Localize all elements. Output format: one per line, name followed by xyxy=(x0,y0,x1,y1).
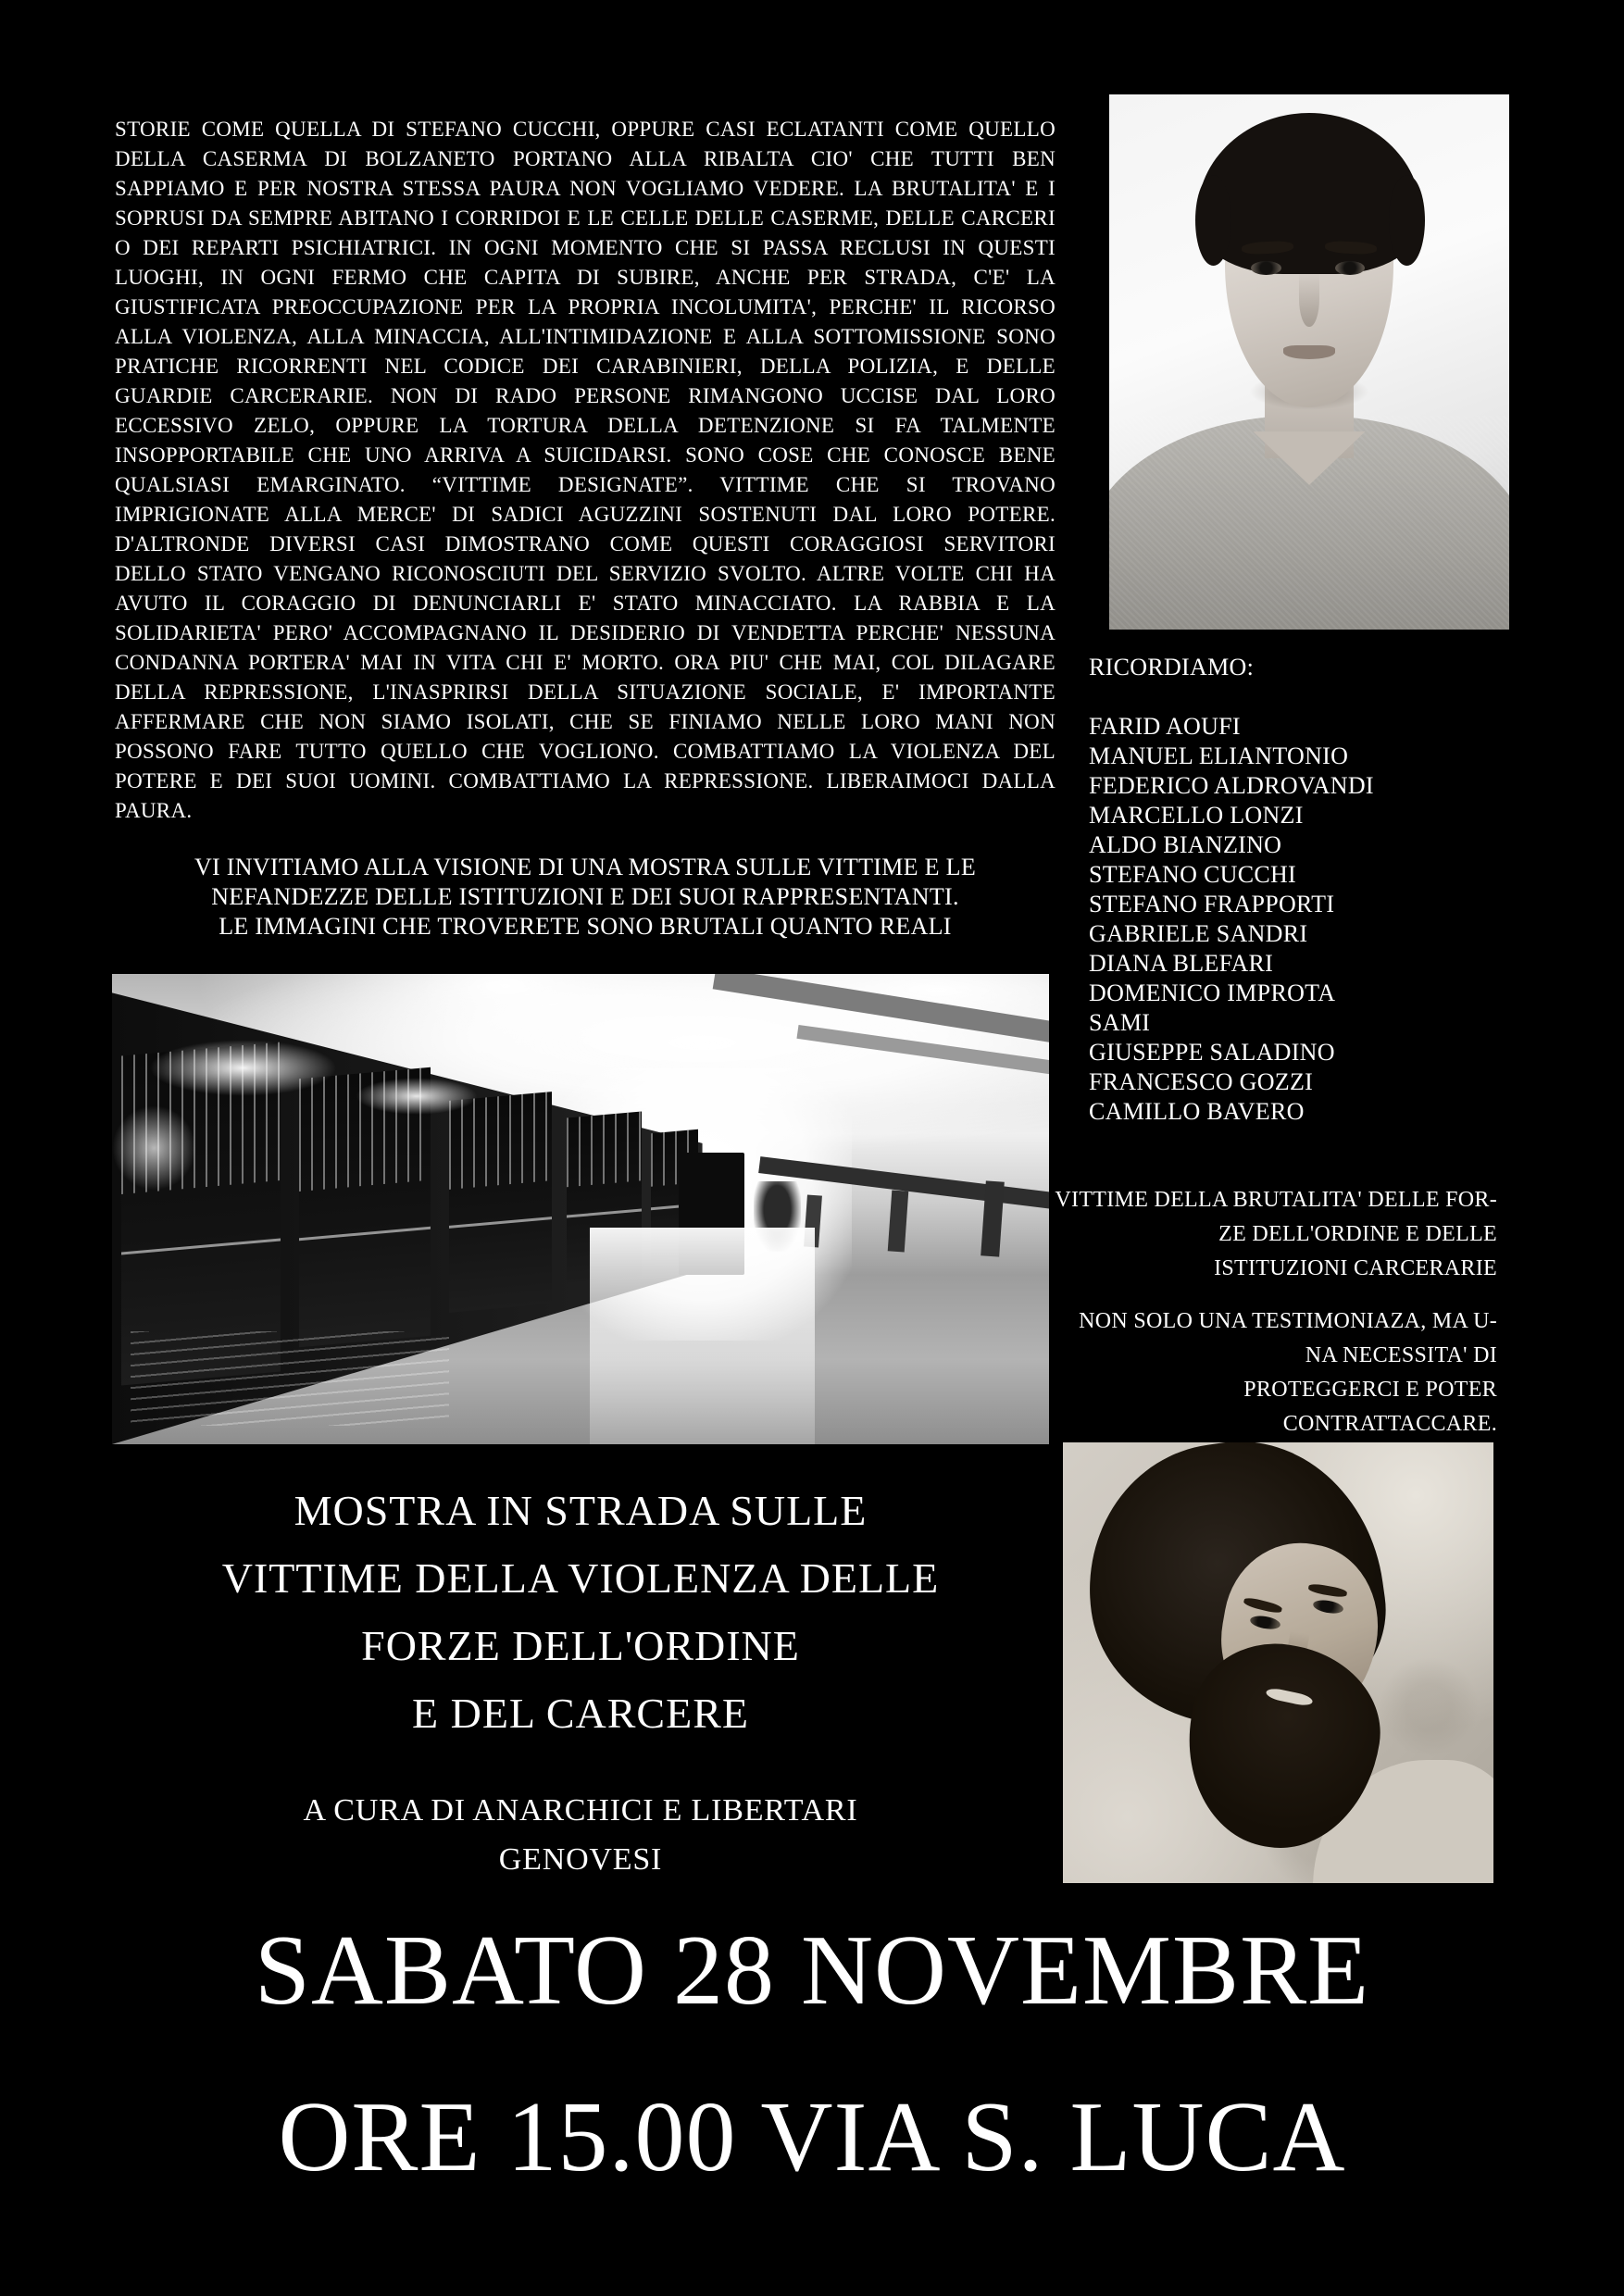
victims-line: VITTIME DELLA BRUTALITA' DELLE FOR- xyxy=(1055,1188,1497,1212)
intro-line: O DEI REPARTI PSICHIATRICI. IN OGNI MOMENTO CHE SI PASSA RECLUSI IN QUESTI xyxy=(115,236,1056,259)
victim-name: SAMI xyxy=(1089,1009,1151,1036)
victim-name: ALDO BIANZINO xyxy=(1089,831,1282,858)
victims-line: ISTITUZIONI CARCERARIE xyxy=(1214,1256,1497,1280)
victims-statement xyxy=(1016,1183,1497,1441)
victim-name: GIUSEPPE SALADINO xyxy=(1089,1039,1335,1066)
hair-shape xyxy=(1195,175,1231,266)
light-glare xyxy=(112,1105,196,1190)
necessity-line: NA NECESSITA' DI xyxy=(1305,1343,1497,1367)
photo-prison-corridor xyxy=(112,974,1049,1444)
light-glare xyxy=(149,1040,336,1096)
invite-line: VI INVITIAMO ALLA VISIONE DI UNA MOSTRA SULLE VITTIME E LE xyxy=(194,854,977,880)
intro-line: DELLA REPRESSIONE, L'INASPRIRSI DELLA SITUAZIONE SOCIALE, E' IMPORTANTE xyxy=(115,680,1056,704)
exhibition-title-line: VITTIME DELLA VIOLENZA DELLE xyxy=(221,1554,940,1602)
intro-line: SOLIDARIETA' PERO' ACCOMPAGNANO IL DESIDERIO DI VENDETTA PERCHE' NESSUNA xyxy=(115,621,1056,644)
nose-shape xyxy=(1299,271,1319,328)
intro-line: ALLA VIOLENZA, ALLA MINACCIA, ALL'INTIMIDAZIONE E ALLA SOTTOMISSIONE SONO xyxy=(115,325,1056,348)
mouth-shape xyxy=(1283,345,1335,359)
victim-name: STEFANO FRAPPORTI xyxy=(1089,891,1335,917)
intro-line: ECCESSIVO ZELO, OPPURE LA TORTURA DELLA DETENZIONE SI FA TALMENTE xyxy=(115,414,1056,437)
necessity-line: NON SOLO UNA TESTIMONIAZA, MA U- xyxy=(1079,1309,1497,1333)
intro-line: POSSONO FARE TUTTO QUELLO CHE VOGLIONO. COMBATTIAMO LA VIOLENZA DEL xyxy=(115,740,1056,763)
victim-name: CAMILLO BAVERO xyxy=(1089,1098,1305,1125)
intro-line: STORIE COME QUELLA DI STEFANO CUCCHI, OPPURE CASI ECLATANTI COME QUELLO xyxy=(115,118,1056,141)
victim-name: DOMENICO IMPROTA xyxy=(1089,980,1336,1006)
victim-name: FEDERICO ALDROVANDI xyxy=(1089,772,1374,799)
photo-young-man-portrait xyxy=(1109,94,1509,630)
necessity-line: PROTEGGERCI E POTER xyxy=(1243,1378,1497,1402)
necessity-line: CONTRATTACCARE. xyxy=(1282,1412,1497,1436)
intro-line: SOPRUSI DA SEMPRE ABITANO I CORRIDOI E LE CELLE DELLE CASERME, DELLE CARCERI xyxy=(115,206,1056,230)
remember-list xyxy=(1089,653,1524,1127)
remember-title: RICORDIAMO: xyxy=(1089,654,1255,680)
intro-line: IMPRIGIONATE ALLA MERCE' DI SADICI AGUZZINI SOSTENUTI DAL LORO POTERE. xyxy=(115,503,1056,526)
intro-line: INSOPPORTABILE CHE UNO ARRIVA A SUICIDARSI. SONO COSE CHE CONOSCE BENE xyxy=(115,443,1056,467)
intro-line: PRATICHE RICORRENTI NEL CODICE DEI CARABINIERI, DELLA POLIZIA, E DELLE xyxy=(115,355,1056,378)
victim-name: GABRIELE SANDRI xyxy=(1089,920,1308,947)
intro-line: CONDANNA PORTERA' MAI IN VITA CHI E' MORTO. ORA PIU' CHE MAI, COL DILAGARE xyxy=(115,651,1056,674)
victim-name: STEFANO CUCCHI xyxy=(1089,861,1297,888)
exhibition-title-line: E DEL CARCERE xyxy=(412,1690,749,1737)
intro-line: AVUTO IL CORAGGIO DI DENUNCIARLI E' STATO MINACCIATO. LA RABBIA E LA xyxy=(115,592,1056,615)
intro-line: GIUSTIFICATA PREOCCUPAZIONE PER LA PROPRIA INCOLUMITA', PERCHE' IL RICORSO xyxy=(115,295,1056,318)
curator-line: A CURA DI ANARCHICI E LIBERTARI xyxy=(303,1793,858,1828)
intro-line: GUARDIE CARCERARIE. NON DI RADO PERSONE RIMANGONO UCCISE DAL LORO xyxy=(115,384,1056,407)
necessity-block xyxy=(1016,1304,1497,1441)
victim-name: FRANCESCO GOZZI xyxy=(1089,1068,1314,1095)
invite-paragraph xyxy=(115,853,1056,942)
hair-shape xyxy=(1389,175,1425,266)
light-glare xyxy=(356,1078,478,1116)
intro-paragraph xyxy=(115,115,1056,826)
event-time-place: ORE 15.00 VIA S. LUCA xyxy=(278,2082,1346,2192)
event-date: SABATO 28 NOVEMBRE xyxy=(254,1915,1370,2026)
floor-reflection xyxy=(590,1228,815,1444)
intro-line: AFFERMARE CHE NON SIAMO ISOLATI, CHE SE FINIAMO NELLE LORO MANI NON xyxy=(115,710,1056,733)
intro-line: LUOGHI, IN OGNI FERMO CHE CAPITA DI SUBIRE, ANCHE PER STRADA, C'E' LA xyxy=(115,266,1056,289)
invite-line: NEFANDEZZE DELLE ISTITUZIONI E DEI SUOI RAPPRESENTANTI. xyxy=(211,883,959,910)
floor-reflection xyxy=(131,1331,449,1426)
victim-name: FARID AOUFI xyxy=(1089,713,1241,740)
invite-line: LE IMMAGINI CHE TROVERETE SONO BRUTALI QUANTO REALI xyxy=(219,913,952,940)
intro-line: QUALSIASI EMARGINATO. “VITTIME DESIGNATE”. VITTIME CHE SI TROVANO xyxy=(115,473,1056,496)
intro-line: POTERE E DEI SUOI UOMINI. COMBATTIAMO LA REPRESSIONE. LIBERAIMOCI DALLA xyxy=(115,769,1056,792)
cell-door xyxy=(449,1092,552,1312)
victim-name: MANUEL ELIANTONIO xyxy=(1089,742,1349,769)
intro-line: DELLA CASERMA DI BOLZANETO PORTANO ALLA RIBALTA CIO' CHE TUTTI BEN xyxy=(115,147,1056,170)
intro-line: SAPPIAMO E PER NOSTRA STESSA PAURA NON VOGLIAMO VEDERE. LA BRUTALITA' E I xyxy=(115,177,1056,200)
exhibition-title-line: MOSTRA IN STRADA SULLE xyxy=(294,1487,868,1534)
intro-line: D'ALTRONDE DIVERSI CASI DIMOSTRANO COME QUESTI CORAGGIOSI SERVITORI xyxy=(115,532,1056,555)
photo-bearded-man-portrait xyxy=(1063,1442,1493,1883)
curator-credit xyxy=(118,1786,1043,1884)
victim-name: MARCELLO LONZI xyxy=(1089,802,1304,829)
exhibition-title xyxy=(118,1477,1043,1747)
exhibition-title-line: FORZE DELL'ORDINE xyxy=(361,1622,800,1669)
intro-line: DELLO STATO VENGANO RICONOSCIUTI DEL SERVIZIO SVOLTO. ALTRE VOLTE CHI HA xyxy=(115,562,1056,585)
victim-name: DIANA BLEFARI xyxy=(1089,950,1274,977)
victims-line: ZE DELL'ORDINE E DELLE xyxy=(1218,1222,1497,1246)
intro-line: PAURA. xyxy=(115,799,193,822)
curator-line: GENOVESI xyxy=(498,1842,663,1877)
